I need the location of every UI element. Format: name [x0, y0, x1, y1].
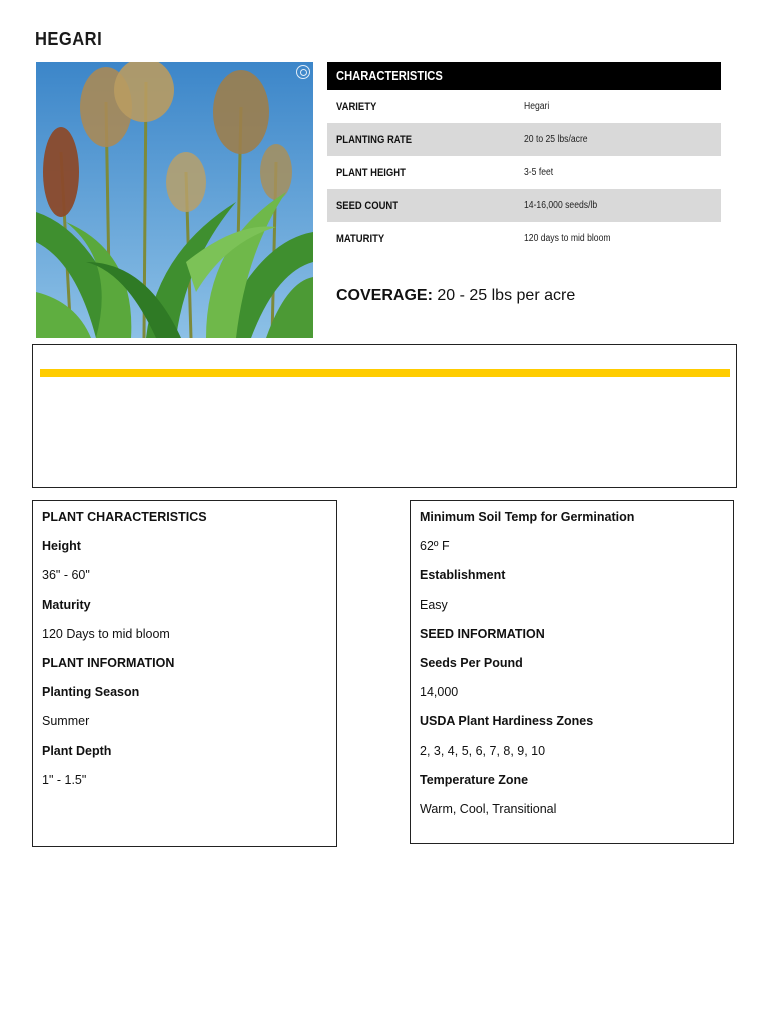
- sorghum-photo: [36, 62, 313, 338]
- info-heading: Height: [42, 539, 81, 554]
- info-value: 62º F: [420, 539, 450, 554]
- info-heading: Temperature Zone: [420, 772, 529, 787]
- info-heading: PLANT INFORMATION: [42, 655, 175, 670]
- info-heading: Establishment: [420, 568, 506, 583]
- table-row: [327, 156, 721, 189]
- info-heading: Maturity: [42, 597, 91, 612]
- info-value: Summer: [42, 714, 90, 729]
- info-heading: USDA Plant Hardiness Zones: [420, 714, 594, 729]
- info-heading: Planting Season: [42, 685, 140, 700]
- sorghum-illustration: [36, 62, 313, 338]
- accent-divider: [40, 369, 730, 377]
- page-title: HEGARI: [35, 29, 103, 49]
- info-heading: Seeds Per Pound: [420, 655, 523, 670]
- row-value: 20 to 25 lbs/acre: [524, 134, 588, 145]
- table-row: [327, 90, 721, 123]
- plant-characteristics-box: [32, 500, 337, 847]
- coverage-value: 20 - 25 lbs per acre: [437, 287, 576, 304]
- row-value: 3-5 feet: [524, 167, 554, 178]
- table-row: [327, 222, 721, 255]
- table-row: [327, 189, 721, 222]
- coverage-label: COVERAGE:: [336, 287, 433, 304]
- info-heading: PLANT CHARACTERISTICS: [42, 510, 207, 524]
- coverage-line: [336, 287, 575, 305]
- row-value: 120 days to mid bloom: [524, 233, 611, 244]
- row-value: 14-16,000 seeds/lb: [524, 200, 598, 211]
- characteristics-header: CHARACTERISTICS: [327, 62, 721, 90]
- row-value: Hegari: [524, 101, 550, 112]
- row-label: MATURITY: [336, 232, 385, 245]
- info-value: 36" - 60": [42, 568, 90, 583]
- row-label: VARIETY: [336, 100, 377, 113]
- description-box: [32, 344, 737, 488]
- info-value: 14,000: [420, 685, 459, 700]
- row-label: PLANTING RATE: [336, 133, 413, 146]
- soil-seed-info-box: [410, 500, 734, 844]
- info-value: 120 Days to mid bloom: [42, 626, 170, 641]
- info-value: 2, 3, 4, 5, 6, 7, 8, 9, 10: [420, 743, 546, 758]
- info-heading: Minimum Soil Temp for Germination: [420, 510, 635, 524]
- characteristics-table: [327, 62, 721, 255]
- row-label: PLANT HEIGHT: [336, 166, 406, 179]
- row-label: SEED COUNT: [336, 199, 399, 212]
- table-row: [327, 123, 721, 156]
- info-value: Easy: [420, 597, 448, 612]
- info-heading: SEED INFORMATION: [420, 626, 545, 641]
- visual-search-icon[interactable]: [296, 65, 310, 79]
- info-value: Warm, Cool, Transitional: [420, 801, 557, 816]
- info-heading: Plant Depth: [42, 743, 112, 758]
- info-value: 1" - 1.5": [42, 772, 87, 787]
